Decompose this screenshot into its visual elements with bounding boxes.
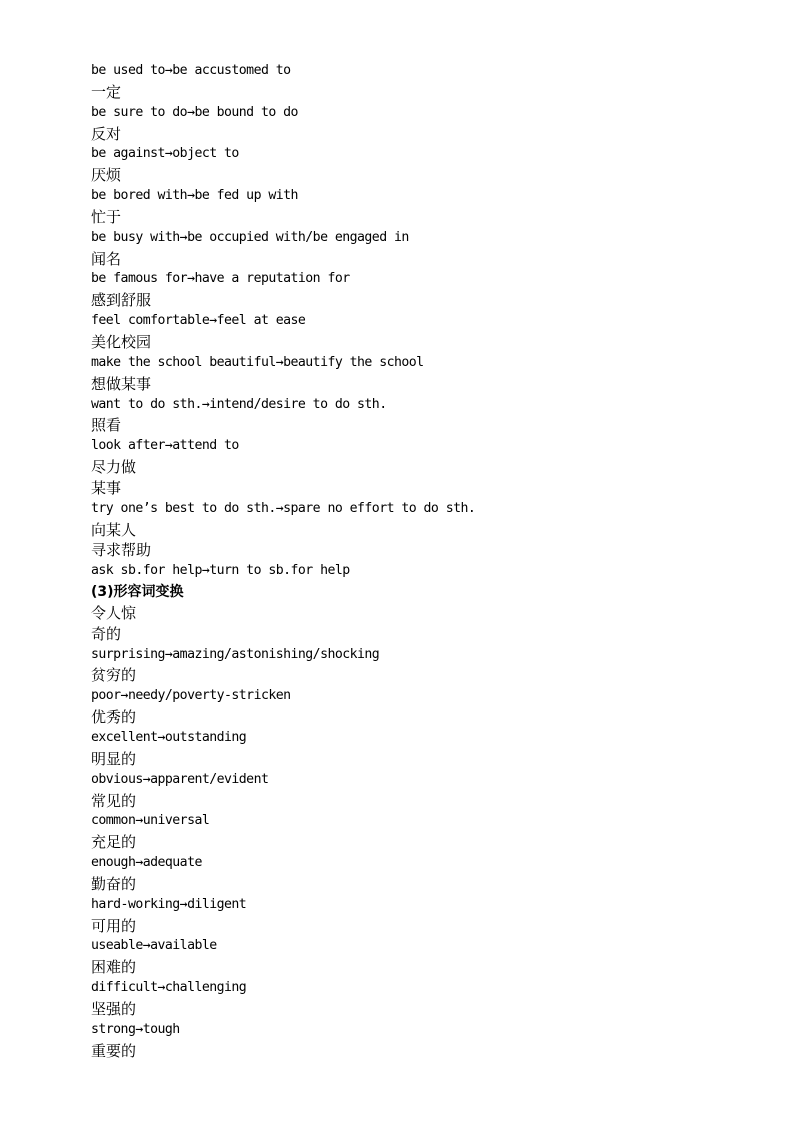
document-page — [91, 61, 771, 1062]
chinese-meaning: 可用的 — [91, 916, 137, 935]
chinese-meaning: 照看 — [91, 416, 122, 435]
phrase-line: look after→attend to — [91, 438, 239, 454]
chinese-meaning: 厌烦 — [91, 166, 122, 185]
phrase-line: feel comfortable→feel at ease — [91, 313, 306, 329]
phrase-line: want to do sth.→intend/desire to do sth. — [91, 396, 387, 412]
chinese-meaning: 一定 — [91, 82, 122, 101]
phrase-line: difficult→challenging — [91, 980, 247, 996]
phrase-line: useable→available — [91, 938, 217, 954]
chinese-meaning: 充足的 — [91, 833, 137, 852]
chinese-meaning: 坚强的 — [91, 999, 137, 1018]
phrase-line: ask sb.for help→turn to sb.for help — [91, 563, 350, 579]
phrase-line: common→universal — [91, 813, 210, 829]
phrase-line: be used to→be accustomed to — [91, 63, 291, 78]
phrase-line: poor→needy/poverty-stricken — [91, 688, 291, 704]
phrase-line: hard-working→diligent — [91, 896, 247, 912]
chinese-meaning: 反对 — [91, 124, 122, 143]
chinese-meaning: 勤奋的 — [91, 874, 137, 893]
phrase-line: strong→tough — [91, 1021, 180, 1037]
chinese-meaning: 重要的 — [91, 1041, 137, 1060]
phrase-line: be busy with→be occupied with/be engaged in — [91, 229, 409, 245]
chinese-meaning: 寻求帮助 — [91, 541, 152, 560]
phrase-line: be against→object to — [91, 146, 239, 162]
chinese-meaning: 优秀的 — [91, 708, 137, 727]
phrase-line: be sure to do→be bound to do — [91, 104, 298, 120]
phrase-line: be bored with→be fed up with — [91, 188, 298, 204]
chinese-meaning: 忙于 — [91, 207, 122, 226]
chinese-meaning: 感到舒服 — [91, 291, 152, 310]
chinese-meaning: 向某人 — [91, 520, 137, 539]
phrase-line: make the school beautiful→beautify the school — [91, 354, 424, 370]
chinese-meaning: 想做某事 — [91, 374, 152, 393]
phrase-line: surprising→amazing/astonishing/shocking — [91, 646, 380, 662]
phrase-line: try one’s best to do sth.→spare no effort to do sth. — [91, 500, 476, 516]
phrase-line: be famous for→have a reputation for — [91, 271, 350, 287]
chinese-meaning: 明显的 — [91, 749, 137, 768]
chinese-meaning: 困难的 — [91, 958, 137, 977]
chinese-meaning: 美化校园 — [91, 332, 152, 351]
chinese-meaning: 尽力做 — [91, 458, 137, 477]
chinese-meaning: 某事 — [91, 478, 122, 497]
phrase-line: obvious→apparent/evident — [91, 771, 269, 787]
chinese-meaning: 常见的 — [91, 791, 137, 810]
chinese-meaning: 贫穷的 — [91, 666, 137, 685]
section-heading: (3)形容词变换 — [91, 584, 184, 601]
phrase-line: excellent→outstanding — [91, 730, 247, 745]
chinese-meaning: 奇的 — [91, 624, 122, 643]
phrase-line: enough→adequate — [91, 855, 202, 871]
chinese-meaning: 闻名 — [91, 249, 122, 268]
chinese-meaning: 令人惊 — [91, 603, 137, 622]
